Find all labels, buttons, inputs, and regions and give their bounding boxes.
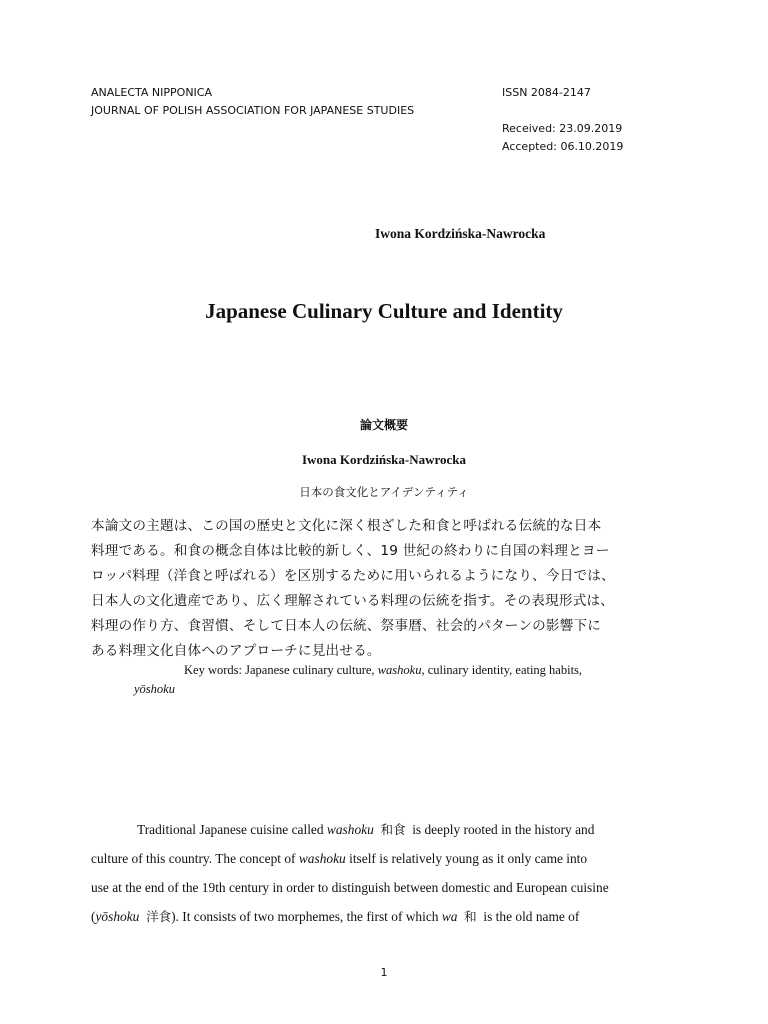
body-line: (yōshoku 洋食). It consists of two morphemes, the first of which wa 和 is the old name of [91, 909, 580, 924]
journal-subtitle: JOURNAL OF POLISH ASSOCIATION FOR JAPANESE STUDIES [91, 104, 415, 117]
keyword-term: washoku [377, 663, 422, 677]
abstract-line: 日本人の文化遺産であり、広く理解されている料理の伝統を指す。その表現形式は、 [91, 593, 615, 609]
abstract-text-jp [91, 514, 681, 664]
keyword-term: yōshoku [134, 682, 175, 696]
journal-name: ANALECTA NIPPONICA [91, 86, 212, 99]
issn: ISSN 2084-2147 [502, 86, 591, 99]
keywords: Key words: Japanese culinary culture, washoku, culinary identity, eating habits, [184, 663, 583, 677]
abstract-title-jp: 日本の食文化とアイデンティティ [299, 485, 469, 499]
abstract-line: 料理の作り方、食習慣、そして日本人の伝統、祭事暦、社会的パターンの影響下に [91, 618, 602, 634]
publication-info [502, 84, 623, 156]
abstract-line: ロッパ料理（洋食と呼ばれる）を区別するために用いられるようになり、今日では、 [91, 568, 615, 584]
body-line: culture of this country. The concept of washoku itself is relatively young as it only came into [91, 851, 588, 866]
received-date: Received: 23.09.2019 [502, 122, 623, 135]
abstract-line: ある料理文化自体へのアプローチに見出せる。 [91, 643, 381, 659]
body-line: use at the end of the 19th century in order to distinguish between domestic and European cuisine [91, 880, 609, 895]
abstract-line: 料理である。和食の概念自体は比較的新しく、19 世紀の終わりに自国の料理とヨー [91, 543, 610, 559]
abstract-line: 本論文の主題は、この国の歴史と文化に深く根ざした和食と呼ばれる伝統的な日本 [91, 518, 602, 534]
page-number: 1 [380, 966, 388, 979]
body-line: Traditional Japanese cuisine called washoku 和食 is deeply rooted in the history and [137, 822, 595, 837]
journal-header [91, 84, 414, 120]
abstract-author: Iwona Kordzińska-Nawrocka [301, 452, 467, 467]
abstract-label: 論文概要 [359, 418, 408, 432]
paper-title: Japanese Culinary Culture and Identity [205, 299, 563, 323]
body-paragraph [91, 815, 677, 931]
accepted-date: Accepted: 06.10.2019 [502, 140, 624, 153]
author-name: Iwona Kordzińska-Nawrocka [375, 226, 546, 241]
